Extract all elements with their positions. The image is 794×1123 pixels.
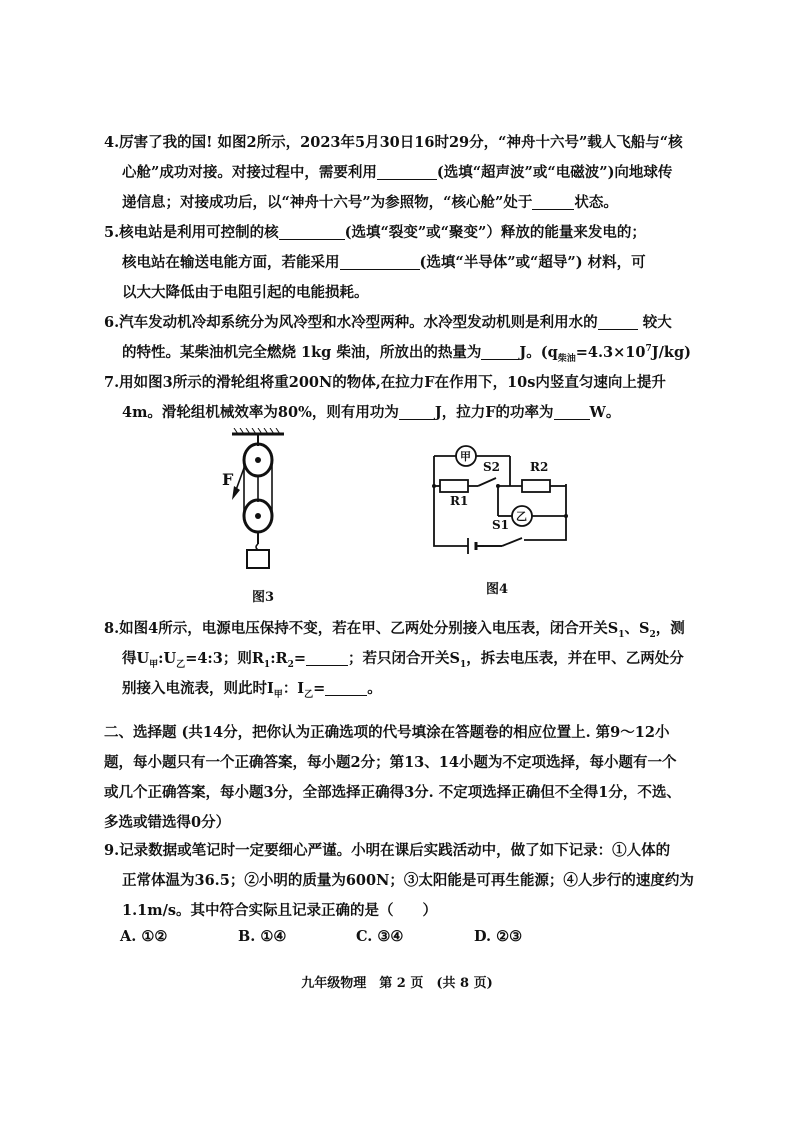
q7-blank-2[interactable] xyxy=(554,403,590,420)
figure-3-caption: 图3 xyxy=(252,590,275,605)
q4-blank-1[interactable] xyxy=(377,163,437,180)
section-2-line-2: 题，每小题只有一个正确答案，每小题2分；第13、14小题为不定项选择，每小题有一个 xyxy=(104,754,677,771)
section-2-instructions xyxy=(104,718,684,838)
figure-3-pulley xyxy=(218,428,308,576)
q4-line-2: 心舱”成功对接。对接过程中，需要利用 (选填“超声波”或“电磁波”)向地球传 xyxy=(122,164,673,181)
figure-4-caption: 图4 xyxy=(486,582,509,597)
q8-blank-1[interactable] xyxy=(306,649,348,666)
pull-rope xyxy=(236,468,244,490)
q9-line-1: 9.记录数据或笔记时一定要细心严谨。小明在课后实践活动中，做了如下记录：①人体的 xyxy=(104,842,671,859)
q6-line-2: 的特性。某柴油机完全燃烧 1kg 柴油，所放出的热量为 J。$(q_{柴油}=4.3\times 10^7J/kg)$ xyxy=(122,344,691,364)
resistor-r1-label: R1 xyxy=(450,494,469,508)
section-2-line-4: 多选或错选得0分） xyxy=(104,814,231,831)
q8-blank-2[interactable] xyxy=(325,679,367,696)
force-label-f: F xyxy=(222,470,234,489)
weight-block xyxy=(247,550,269,568)
question-4 xyxy=(104,128,684,218)
question-9 xyxy=(104,836,694,926)
question-7 xyxy=(104,368,684,428)
q7-blank-1[interactable] xyxy=(399,403,435,420)
section-2-line-1: 二、选择题 (共14分，把你认为正确选项的代号填涂在答题卷的相应位置上. 第9～12小 xyxy=(104,724,670,741)
q9-choice-c[interactable]: C. ③④ xyxy=(356,928,404,945)
q5-line-2: 核电站在输送电能方面，若能采用 (选填“半导体”或“超导”) 材料，可 xyxy=(122,254,646,271)
q6-line-1: 6.汽车发动机冷却系统分为风冷型和水冷型两种。水冷型发动机则是利用水的 较大 xyxy=(104,314,672,331)
question-8 xyxy=(104,614,684,704)
q4-line-1: 4.厉害了我的国! 如图2所示，2023年5月30日16时29分，“神舟十六号”载人飞船与“核 xyxy=(104,134,683,151)
q6-blank-1[interactable] xyxy=(598,313,638,330)
meter-jia-label: 甲 xyxy=(460,450,471,463)
q5-blank-2[interactable] xyxy=(340,253,420,270)
q8-line-3: 别接入电流表，则此时$I_甲$：$I_乙=$ 。 xyxy=(122,680,382,700)
resistor-r2-label: R2 xyxy=(530,460,549,474)
section-2-line-3: 或几个正确答案，每小题3分，全部选择正确得3分. 不定项选择正确但不全得1分，不选、 xyxy=(104,784,681,801)
q5-blank-1[interactable] xyxy=(279,223,345,240)
q5-line-1: 5.核电站是利用可控制的核 (选填“裂变”或“聚变”）释放的能量来发电的； xyxy=(104,224,646,241)
question-5 xyxy=(104,218,684,308)
q9-line-2: 正常体温为36.5；②小明的质量为600N；③太阳能是可再生能源；④人步行的速度约为 xyxy=(122,872,694,889)
q5-line-3: 以大大降低由于电阻引起的电能损耗。 xyxy=(122,284,369,301)
q9-choice-b[interactable]: B. ①④ xyxy=(238,928,287,945)
q9-choice-a[interactable]: A. ①② xyxy=(120,928,168,945)
q9-choices xyxy=(120,928,592,945)
resistor-r2 xyxy=(522,480,550,492)
q7-line-2: 4m。滑轮组机械效率为80%，则有用功为 J，拉力F的功率为 W。 xyxy=(122,404,621,421)
switch-s1-label: S1 xyxy=(492,518,510,532)
q9-choice-d[interactable]: D. ②③ xyxy=(474,928,523,945)
q4-blank-2[interactable] xyxy=(532,193,574,210)
question-6 xyxy=(104,308,691,368)
switch-s2-label: S2 xyxy=(483,460,501,474)
q8-line-2: 得$U_甲:U_乙=4:3$；则$R_1:R_2=$ ；若只闭合开关$S_1$，拆去电压表，并在甲、乙两处分 xyxy=(122,650,684,670)
q7-line-1: 7.用如图3所示的滑轮组将重200N的物体,在拉力F在作用下，10s内竖直匀速向上提升 xyxy=(104,374,666,391)
q9-line-3: 1.1m/s。其中符合实际且记录正确的是（ ） xyxy=(122,902,438,919)
q6-blank-2[interactable] xyxy=(481,343,519,360)
q8-line-1: 8.如图4所示，电源电压保持不变，若在甲、乙两处分别接入电压表，闭合开关$S_1$、$S_2$，测 xyxy=(104,620,685,640)
page-footer: 九年级物理 第 2 页 (共 8 页) xyxy=(301,976,493,991)
meter-yi-label: 乙 xyxy=(516,510,527,523)
q4-line-3: 递信息；对接成功后，以“神舟十六号”为参照物，“核心舱”处于 状态。 xyxy=(122,194,618,211)
resistor-r1 xyxy=(440,480,468,492)
